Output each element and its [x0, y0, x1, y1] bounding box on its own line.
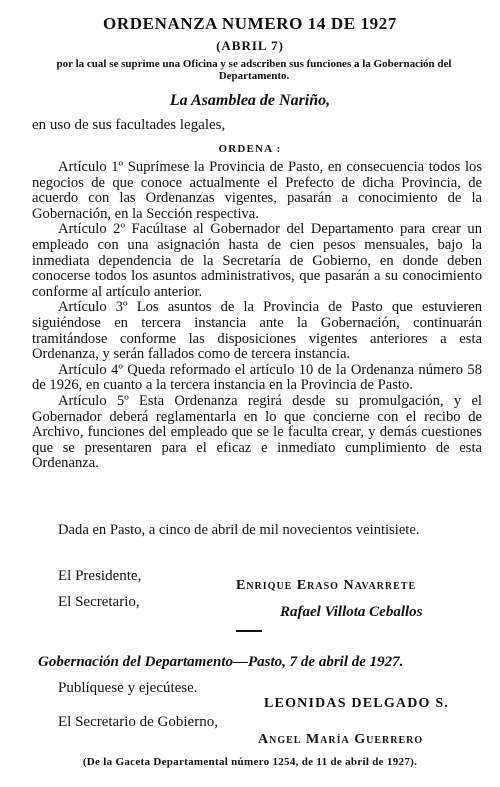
secretario-label: El Secretario, — [58, 594, 140, 610]
gobernacion-line: Gobernación del Departamento—Pasto, 7 de abril de 1927. — [38, 654, 404, 670]
assembly-heading: La Asamblea de Nariño, — [169, 92, 331, 109]
secretario-gobierno-signature: Angel María Guerrero — [258, 732, 424, 747]
publiquese-text: Publíquese y ejecútese. — [58, 680, 198, 696]
gobernador-signature: LEONIDAS DELGADO S. — [264, 696, 450, 711]
preamble-text: en uso de sus facultades legales, — [32, 117, 226, 133]
article-3: Artículo 3º Los asuntos de la Provincia de Pasto que estuvieren siguiéndose en tercera instancia ante la Gobernación, continuarán tramitándose conforme las disposiciones vigentes anteriores a esta Ordenanza, y serán fallados como de tercera instancia. — [32, 299, 482, 363]
ordinance-title: ORDENANZA NUMERO 14 DE 1927 — [103, 14, 397, 33]
presidente-label: El Presidente, — [58, 568, 142, 584]
article-1: Artículo 1º Suprímese la Provincia de Pasto, en consecuencia todos los negocios de que conoce actualmente el Prefecto de dicha Provincia, de acuerdo con las Ordenanzas vigentes, pasarán a conocimiento de la Gobernación, en la Sección respectiva. — [32, 159, 482, 222]
dada-section — [32, 523, 482, 539]
article-4: Artículo 4º Queda reformado el artículo 10 de la Ordenanza número 58 de 1926, en cuanto a la tercera instancia en la Provincia de Pasto. — [32, 361, 482, 394]
dada-text: Dada en Pasto, a cinco de abril de mil novecientos veintisiete. — [58, 522, 420, 538]
secretario-gobierno-label: El Secretario de Gobierno, — [58, 714, 218, 730]
secretario-signature: Rafael Villota Ceballos — [280, 604, 423, 620]
ordinance-date: (ABRIL 7) — [216, 38, 284, 53]
article-2: Artículo 2º Facúltase al Gobernador del Departamento para crear un empleado con una asignación hasta de cien pesos mensuales, bajo la inmediata dependencia de la Secretaría de Gobierno, en donde deben conocerse todos los asuntos administrativos, que pasarán a su conocimiento conforme al artículo anterior. — [32, 221, 482, 300]
ordinance-subtitle: por la cual se suprime una Oficina y se adscriben sus funciones a la Gobernación del Departamento. — [56, 58, 452, 82]
article-5: Artículo 5º Esta Ordenanza regirá desde su promulgación, y el Gobernador deberá reglamentarla en lo que concierne con el recibo de Archivo, funciones del empleado que se le faculta crear, y demás cuestiones que se presentaren para el eficaz e inmediato cumplimiento de esta Ordenanza. — [32, 392, 482, 472]
presidente-signature: Enrique Eraso Navarrete — [236, 578, 417, 593]
divider-rule — [236, 630, 262, 632]
articles-section — [32, 160, 482, 472]
source-footnote: (De la Gaceta Departamental número 1254, de 11 de abril de 1927). — [82, 756, 418, 768]
ordena-heading: ORDENA : — [218, 143, 282, 155]
